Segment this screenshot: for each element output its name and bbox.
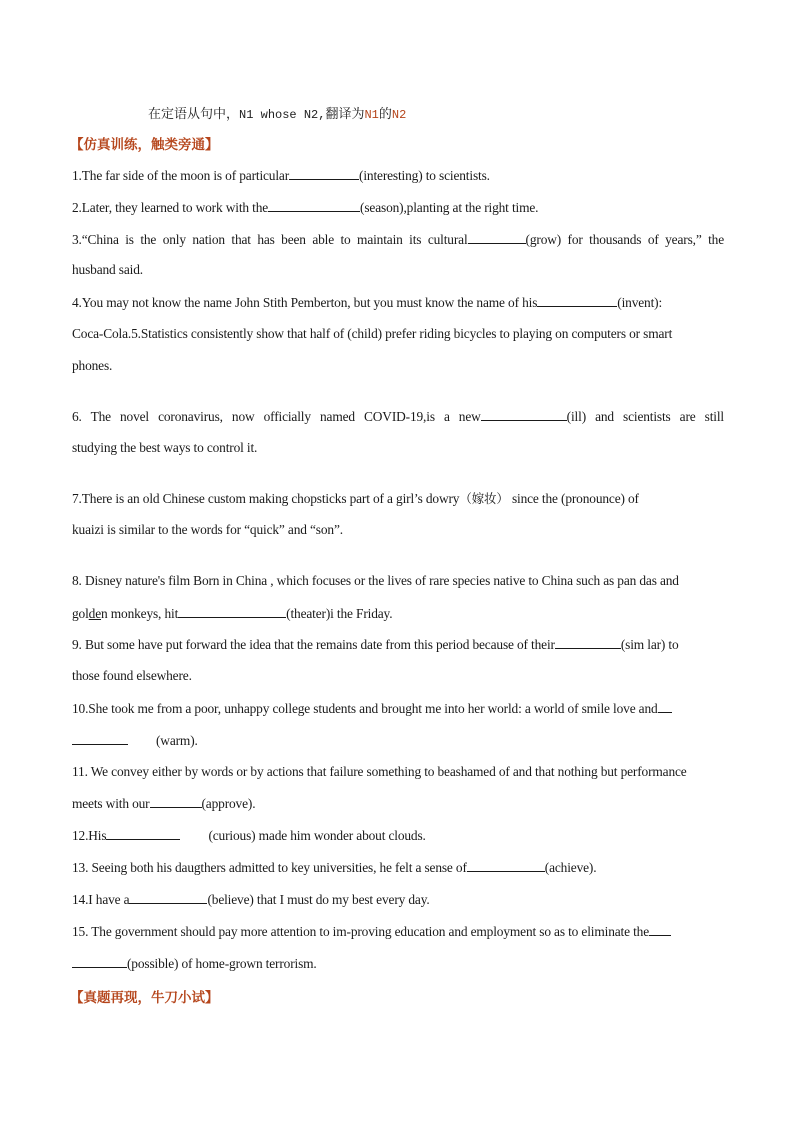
- question-text-underlined: de: [88, 606, 102, 621]
- question-text: 7.There is an old Chinese custom making chopsticks part of a girl’s dowry: [72, 491, 460, 506]
- note-formula: N1 whose N2,: [239, 108, 326, 122]
- question-10: [72, 699, 724, 718]
- answer-blank[interactable]: [468, 230, 526, 244]
- question-text: 4.You may not know the name John Stith Pemberton, but you must know the name of his: [72, 295, 538, 310]
- question-text: (season),planting at the right time.: [360, 200, 539, 215]
- question-text: 10.She took me from a poor, unhappy college students and brought me into her world: a world of smile love and: [72, 701, 658, 716]
- question-text: 8. Disney nature's film Born in China , which focuses or the lives of rare species native to China such as pan das and: [72, 573, 679, 588]
- question-8-cont: [72, 604, 724, 623]
- question-7-cont: [72, 521, 724, 539]
- question-6: [72, 407, 724, 426]
- question-text: 11. We convey either by words or by actions that failure something to beashamed of and that nothing but performance: [72, 764, 687, 779]
- answer-blank[interactable]: [106, 826, 180, 840]
- question-text: (possible) of home-grown terrorism.: [127, 956, 317, 971]
- note-n2: N2: [391, 108, 407, 122]
- question-text: (theater)i the Friday.: [286, 606, 393, 621]
- answer-blank[interactable]: [658, 699, 672, 713]
- question-4-5-cont: [72, 325, 724, 343]
- question-7: [72, 490, 724, 508]
- answer-blank[interactable]: [129, 890, 207, 904]
- question-text: those found elsewhere.: [72, 668, 192, 683]
- question-15: [72, 922, 724, 941]
- note-n1: N1: [364, 108, 379, 122]
- question-text: 12.His: [72, 828, 107, 843]
- answer-blank[interactable]: [72, 954, 127, 968]
- answer-blank[interactable]: [178, 604, 286, 618]
- answer-blank[interactable]: [481, 407, 567, 421]
- question-4: [72, 293, 724, 312]
- question-text: husband said.: [72, 262, 143, 277]
- section-title-practice: 【仿真训练，触类旁通】: [70, 137, 219, 153]
- note-text: 的: [378, 107, 392, 122]
- answer-blank[interactable]: [289, 166, 359, 180]
- question-15-cont: [72, 954, 724, 973]
- question-text: (interesting) to scientists.: [359, 168, 490, 183]
- answer-blank[interactable]: [72, 731, 128, 745]
- question-text: 6. The novel coronavirus, now officially named COVID-19,is a new: [72, 409, 481, 424]
- question-1: [72, 166, 724, 185]
- question-text: (curious) made him wonder about clouds.: [208, 828, 426, 843]
- question-text: meets with our: [72, 796, 150, 811]
- question-text: (warm).: [156, 733, 198, 748]
- question-11: [72, 763, 724, 781]
- note-text: 在定语从句中，: [148, 107, 240, 122]
- question-3-cont: [72, 261, 724, 279]
- question-text: 14.I have a: [72, 892, 130, 907]
- answer-blank[interactable]: [467, 858, 545, 872]
- question-text: (sim lar) to: [620, 637, 679, 652]
- question-text: kuaizi is similar to the words for “quick” and “son”.: [72, 522, 343, 537]
- answer-blank[interactable]: [268, 198, 360, 212]
- question-text: studying the best ways to control it.: [72, 440, 258, 455]
- question-9: [72, 635, 724, 654]
- note-text: 翻译为: [325, 107, 365, 122]
- question-text: 1.The far side of the moon is of particular: [72, 168, 290, 183]
- question-8: [72, 572, 724, 590]
- question-text: (invent):: [617, 295, 663, 310]
- question-11-cont: [72, 794, 724, 813]
- question-6-cont: [72, 439, 724, 457]
- question-text: n monkeys, hit: [101, 606, 179, 621]
- question-text: since the (pronounce) of: [508, 491, 639, 506]
- question-text: (achieve).: [544, 860, 597, 875]
- question-text: 9. But some have put forward the idea that the remains date from this period because of their: [72, 637, 555, 652]
- question-10-cont: [72, 731, 724, 750]
- question-text: phones.: [72, 358, 113, 373]
- question-text: 3.“China is the only nation that has been able to maintain its cultural: [72, 232, 468, 247]
- question-text: 15. The government should pay more attention to im-proving education and employment so as to eliminate the: [72, 924, 650, 939]
- question-5-cont: [72, 357, 724, 375]
- question-text: (believe) that I must do my best every day.: [207, 892, 430, 907]
- question-text: 2.Later, they learned to work with the: [72, 200, 269, 215]
- question-text: gol: [72, 606, 89, 621]
- question-text-chinese: （嫁妆）: [459, 491, 509, 506]
- grammar-note: [148, 103, 406, 122]
- answer-blank[interactable]: [555, 635, 621, 649]
- question-text: (grow) for thousands of years,” the: [525, 232, 724, 247]
- question-2: [72, 198, 724, 217]
- question-text: Coca-Cola.5.Statistics consistently show that half of (child) prefer riding bicycles to playing on computers or smart: [72, 326, 673, 341]
- section-title-real-exam: 【真题再现，牛刀小试】: [70, 990, 219, 1006]
- question-text: (ill) and scientists are still: [566, 409, 724, 424]
- question-3: [72, 230, 724, 249]
- answer-blank[interactable]: [150, 794, 202, 808]
- answer-blank[interactable]: [649, 922, 671, 936]
- question-14: [72, 890, 724, 909]
- question-text: (approve).: [201, 796, 256, 811]
- question-13: [72, 858, 724, 877]
- question-12: [72, 826, 724, 845]
- question-text: 13. Seeing both his daugthers admitted to key universities, he felt a sense of: [72, 860, 467, 875]
- question-9-cont: [72, 667, 724, 685]
- answer-blank[interactable]: [537, 293, 617, 307]
